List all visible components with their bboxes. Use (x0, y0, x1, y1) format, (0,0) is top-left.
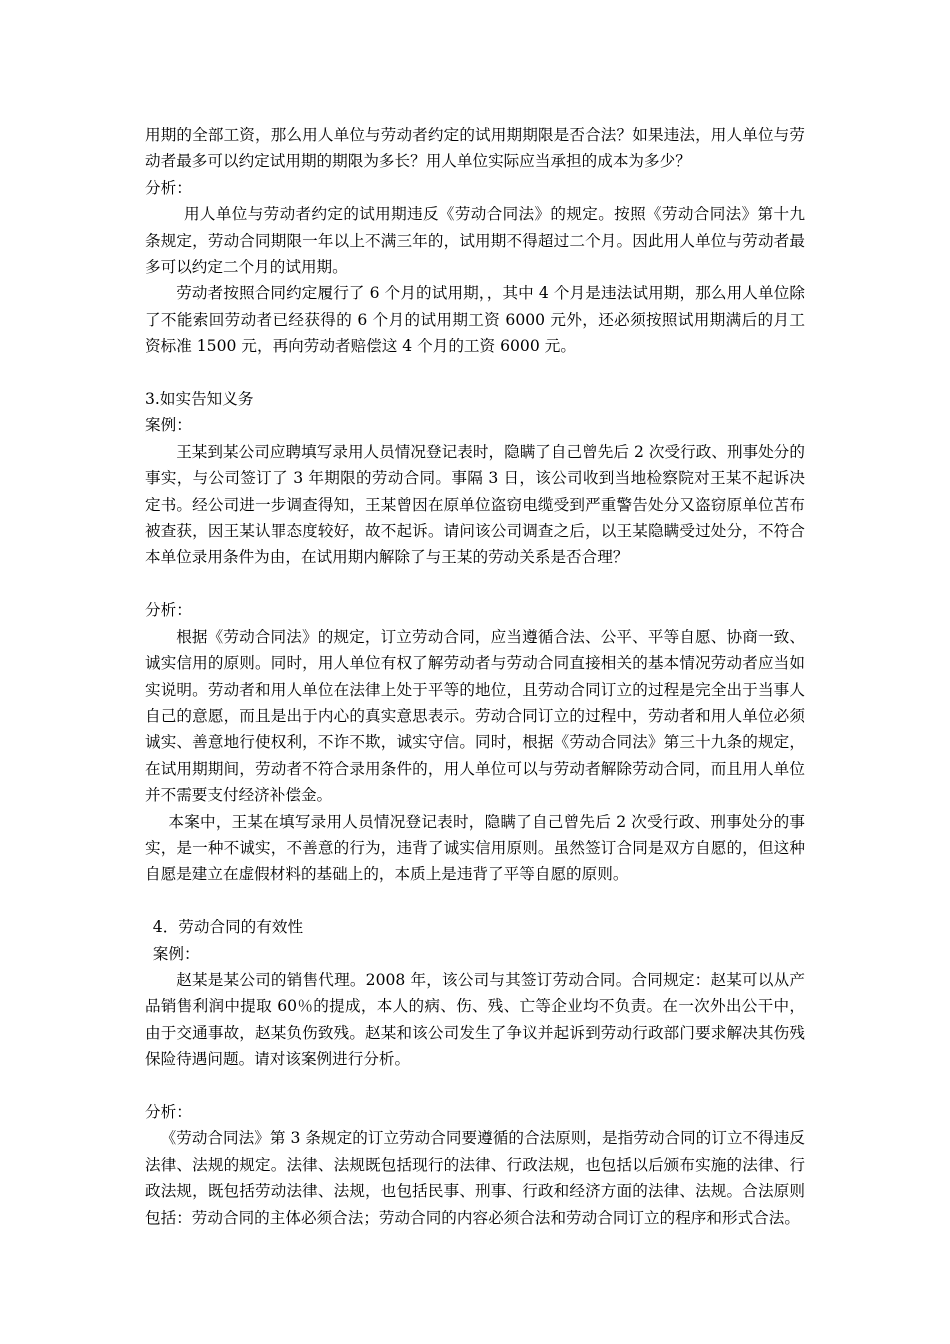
paragraph-case-zhao: 赵某是某公司的销售代理。2008 年，该公司与其签订劳动合同。合同规定：赵某可以从产品销售利润中提取 60％的提成，本人的病、伤、残、亡等企业均不负责。在一次外出公干中，由于交通事故，赵某负伤致残。赵某和该公司发生了争议并起诉到劳动行政部门要求解决其伤残保险待遇问题。请对该案例进行分析。 (145, 970, 805, 1069)
case-heading: 案例： (145, 416, 192, 435)
spacer (145, 571, 805, 597)
analysis-heading: 分析： (145, 601, 192, 620)
section-heading-contract-validity: 4．劳动合同的有效性 (152, 918, 304, 937)
paragraph-analysis-compensation: 劳动者按照合同约定履行了 6 个月的试用期，，其中 4 个月是违法试用期，那么用人单位除了不能索回劳动者已经获得的 6 个月的试用期工资 6000 元外，还必须按照试用期满后的月工资标准 1500 元，再向劳动者赔偿这 4 个月的工资 6000 元。 (145, 284, 805, 356)
paragraph-analysis-trial-period: 用人单位与劳动者约定的试用期违反《劳动合同法》的规定。按照《劳动合同法》第十九条规定，劳动合同期限一年以上不满三年的，试用期不得超过二个月。因此用人单位与劳动者最多可以约定二个月的试用期。 (145, 205, 805, 277)
paragraph-analysis-legality: 《劳动合同法》第 3 条规定的订立劳动合同要遵循的合法原则，是指劳动合同的订立不得违反法律、法规的规定。法律、法规既包括现行的法律、行政法规，也包括以后颁布实施的法律、行政法规，既包括劳动法律、法规，也包括民事、刑事、行政和经济方面的法律、法规。合法原则包括：劳动合同的主体必须合法；劳动合同的内容必须合法和劳动合同订立的程序和形式合法。 (145, 1129, 805, 1227)
analysis-heading: 分析： (145, 178, 192, 197)
spacer (145, 360, 805, 386)
section-heading-duty-to-inform: 3.如实告知义务 (145, 390, 254, 409)
paragraph-question-continuation: 用期的全部工资，那么用人单位与劳动者约定的试用期期限是否合法？如果违法，用人单位与劳动者最多可以约定试用期的期限为多长？用人单位实际应当承担的成本为多少？ (145, 126, 805, 171)
spacer (145, 888, 805, 914)
paragraph-case-wang: 王某到某公司应聘填写录用人员情况登记表时，隐瞒了自己曾先后 2 次受行政、刑事处分的事实，与公司签订了 3 年期限的劳动合同。事隔 3 日，该公司收到当地检察院对王某不起诉决定书。经公司进一步调查得知，王某曾因在原单位盗窃电缆受到严重警告处分又盗窃原单位苫布被查获，因王某认罪态度较好，故不起诉。请问该公司调查之后，以王某隐瞒受过处分，不符合本单位录用条件为由，在试用期内解除了与王某的劳动关系是否合理？ (145, 442, 805, 567)
paragraph-analysis-principles: 根据《劳动合同法》的规定，订立劳动合同，应当遵循合法、公平、平等自愿、协商一致、诚实信用的原则。同时，用人单位有权了解劳动者与劳动合同直接相关的基本情况劳动者应当如实说明。劳动者和用人单位在法律上处于平等的地位，且劳动合同订立的过程是完全出于当事人自己的意愿，而且是出于内心的真实意思表示。劳动合同订立的过程中，劳动者和用人单位必须诚实、善意地行使权利，不诈不欺，诚实守信。同时，根据《劳动合同法》第三十九条的规定，在试用期期间，劳动者不符合录用条件的，用人单位可以与劳动者解除劳动合同，而且用人单位并不需要支付经济补偿金。 (145, 627, 805, 805)
paragraph-analysis-this-case: 本案中，王某在填写录用人员情况登记表时，隐瞒了自己曾先后 2 次受行政、刑事处分的事实，是一种不诚实，不善意的行为，违背了诚实信用原则。虽然签订合同是双方自愿的，但这种自愿是建立在虚假材料的基础上的，本质上是违背了平等自愿的原则。 (145, 812, 805, 884)
spacer (145, 1073, 805, 1099)
case-heading: 案例： (152, 944, 200, 963)
analysis-heading: 分析： (145, 1102, 192, 1121)
